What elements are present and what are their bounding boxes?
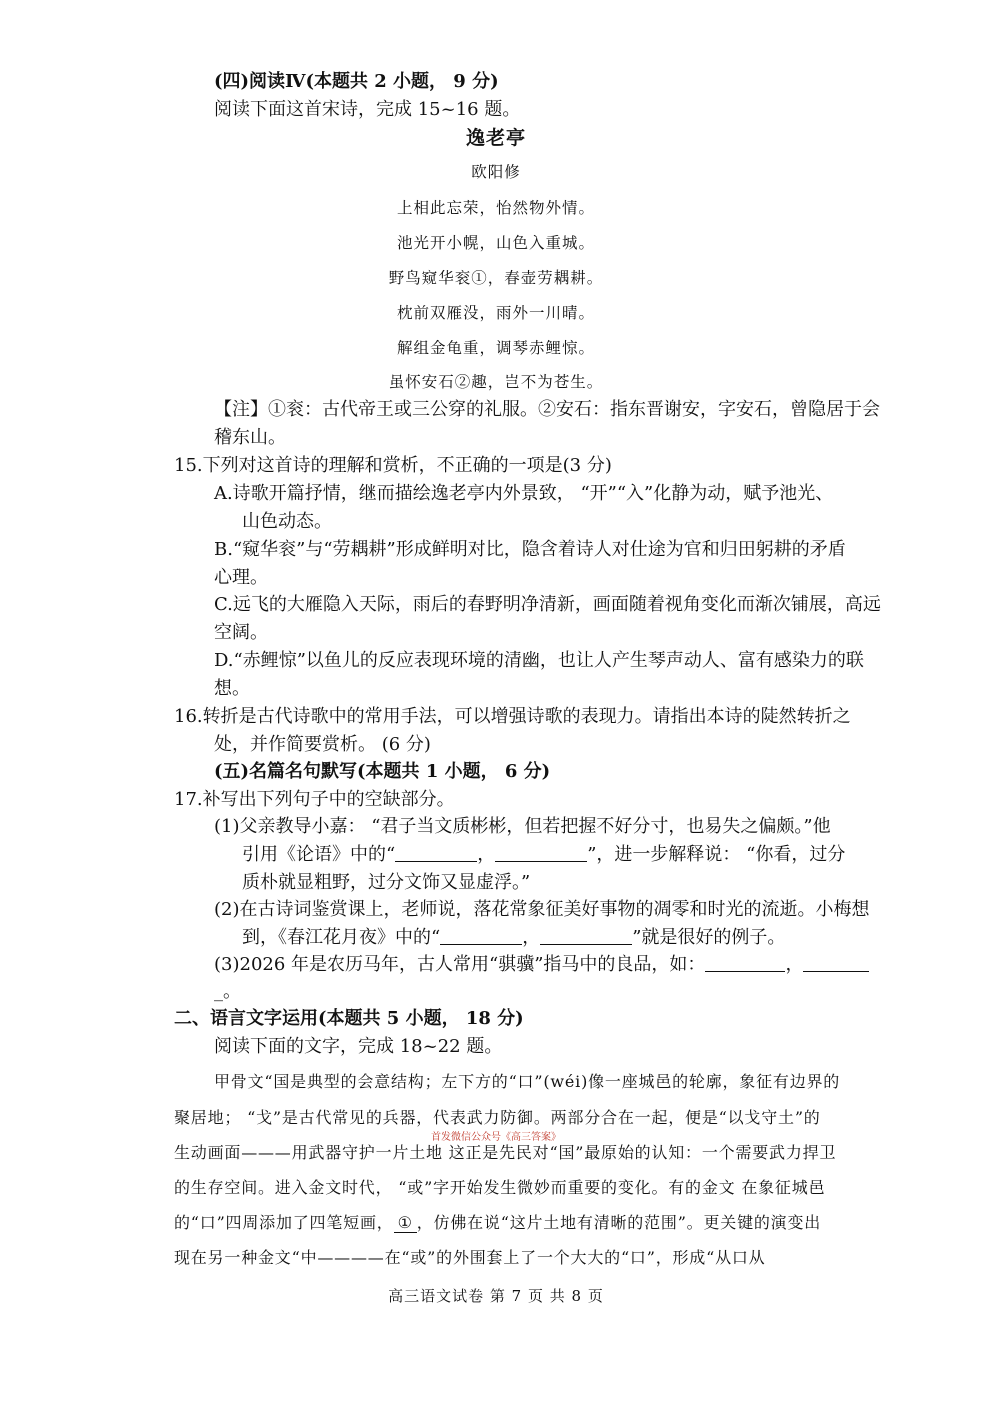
q17-stem: 17.补写出下列句子中的空缺部分。 bbox=[174, 789, 455, 810]
section4-heading: (四)阅读Ⅳ(本题共 2 小题， 9 分) bbox=[214, 71, 499, 92]
q17-blank-4[interactable] bbox=[540, 926, 632, 945]
q17-blank-3[interactable] bbox=[440, 926, 522, 945]
poem-line-1: 上相此忘荣，怡然物外情。 bbox=[396, 199, 595, 217]
section5-heading: (五)名篇名句默写(本题共 1 小题， 6 分) bbox=[214, 761, 551, 782]
note-line-2: 稽东山。 bbox=[214, 427, 286, 448]
page-footer: 高三语文试卷 第 7 页 共 8 页 bbox=[388, 1287, 604, 1305]
q17-part2-text-a: 到，《春江花月夜》中的“ bbox=[242, 927, 441, 948]
poem-line-2: 池光开小幌，山色入重城。 bbox=[396, 234, 595, 252]
note-line-1: 【注】①衮：古代帝王或三公穿的礼服。②安石：指东晋谢安，字安石，曾隐居于会 bbox=[214, 399, 880, 420]
q17-part1-line-1: (1)父亲教导小嘉： “君子当文质彬彬，但若把握不好分寸，也易失之偏颇。”他 bbox=[214, 816, 831, 837]
q17-part3-text: (3)2026 年是农历马年，古人常用“骐骥”指马中的良品，如： bbox=[214, 954, 706, 975]
q17-part1-line-2 bbox=[242, 843, 845, 867]
passage-line-5-text-a: 的“口”四周添加了四笔短画， bbox=[174, 1213, 394, 1232]
poem-line-6: 虽怀安石②趣，岂不为苍生。 bbox=[388, 373, 604, 391]
poem-author: 欧阳修 bbox=[471, 163, 521, 181]
q15-option-d: D.“赤鲤惊”以鱼儿的反应表现环境的清幽，也让人产生琴声动人、富有感染力的联 bbox=[214, 650, 864, 671]
q15-option-c: C.远飞的大雁隐入天际，雨后的春野明净清新，画面随着视角变化而渐次铺展，高远 bbox=[214, 594, 881, 615]
q15-option-b: B.“窥华衮”与“劳耦耕”形成鲜明对比，隐含着诗人对仕途为官和归田躬耕的矛盾 bbox=[214, 539, 846, 560]
q17-part2-text-b: ”就是很好的例子。 bbox=[632, 927, 786, 948]
q17-part3-line-2: _。 bbox=[214, 981, 241, 1002]
q15-option-d-cont: 想。 bbox=[214, 678, 250, 699]
q15-stem: 15.下列对这首诗的理解和赏析，不正确的一项是(3 分) bbox=[174, 455, 612, 476]
q17-part3-line-1 bbox=[214, 953, 869, 977]
q17-comma-2: ， bbox=[522, 927, 541, 948]
poem-line-4: 枕前双雁没，雨外一川晴。 bbox=[396, 304, 595, 322]
q17-part1-text-b: ”，进一步解释说： “你看，过分 bbox=[587, 844, 846, 865]
q15-option-a: A.诗歌开篇抒情，继而描绘逸老亭内外景致， “开”“入”化静为动，赋予池光、 bbox=[214, 483, 834, 504]
q16-line-1: 16.转折是古代诗歌中的常用手法，可以增强诗歌的表现力。请指出本诗的陡然转折之 bbox=[174, 706, 851, 727]
q17-blank-5[interactable] bbox=[705, 953, 785, 972]
poem-title: 逸老亭 bbox=[465, 127, 526, 149]
passage-line-4: 的生存空间。进入金文时代， “或”字开始发生微妙而重要的变化。有的金文 在象征城邑 bbox=[174, 1178, 826, 1197]
q17-blank-6[interactable] bbox=[803, 953, 869, 972]
q15-option-b-cont: 心理。 bbox=[214, 567, 268, 588]
q17-part1-text-a: 引用《论语》中的“ bbox=[242, 844, 396, 865]
q17-part1-line-3: 质朴就显粗野，过分文饰又显虚浮。” bbox=[242, 872, 531, 893]
passage-blank-1[interactable]: ① bbox=[394, 1213, 417, 1233]
q17-part2-line-1: (2)在古诗词鉴赏课上，老师说，落花常象征美好事物的凋零和时光的流逝。小梅想 bbox=[214, 899, 870, 920]
q17-blank-2[interactable] bbox=[495, 843, 587, 862]
poem-line-3: 野鸟窥华衮①，春壶劳耦耕。 bbox=[388, 269, 604, 287]
passage-line-5-text-b: ，仿佛在说“这片土地有清晰的范围”。更关键的演变出 bbox=[416, 1213, 822, 1232]
passage-line-6: 现在另一种金文“中————在“或”的外围套上了一个大大的“口”，形成“从口从 bbox=[174, 1248, 766, 1267]
q17-comma-1: ， bbox=[477, 844, 496, 865]
poem-line-5: 解组金龟重，调琴赤鲤惊。 bbox=[396, 339, 595, 357]
q16-line-2: 处，并作简要赏析。 (6 分) bbox=[214, 734, 431, 755]
q17-blank-1[interactable] bbox=[395, 843, 477, 862]
watermark: 首发微信公众号《高三答案》 bbox=[431, 1132, 561, 1143]
part2-heading: 二、语言文字运用(本题共 5 小题， 18 分) bbox=[174, 1008, 524, 1029]
passage-line-2: 聚居地； “戈”是古代常见的兵器，代表武力防御。两部分合在一起，便是“以戈守土”的 bbox=[174, 1108, 821, 1127]
passage-line-3: 生动画面———用武器守护一片土地 这正是先民对“国”最原始的认知：一个需要武力捍卫 bbox=[174, 1143, 837, 1162]
q15-option-a-cont: 山色动态。 bbox=[242, 511, 332, 532]
q15-option-c-cont: 空阔。 bbox=[214, 622, 268, 643]
q17-part2-line-2 bbox=[242, 926, 785, 950]
section4-instruction: 阅读下面这首宋诗，完成 15~16 题。 bbox=[214, 99, 521, 120]
q17-comma-3: ， bbox=[785, 954, 804, 975]
passage-line-5 bbox=[174, 1211, 821, 1235]
part2-instruction: 阅读下面的文字，完成 18~22 题。 bbox=[214, 1036, 503, 1057]
passage-line-1: 甲骨文“国是典型的会意结构；左下方的“口”(wéi)像一座城邑的轮廓，象征有边界的 bbox=[214, 1072, 841, 1091]
